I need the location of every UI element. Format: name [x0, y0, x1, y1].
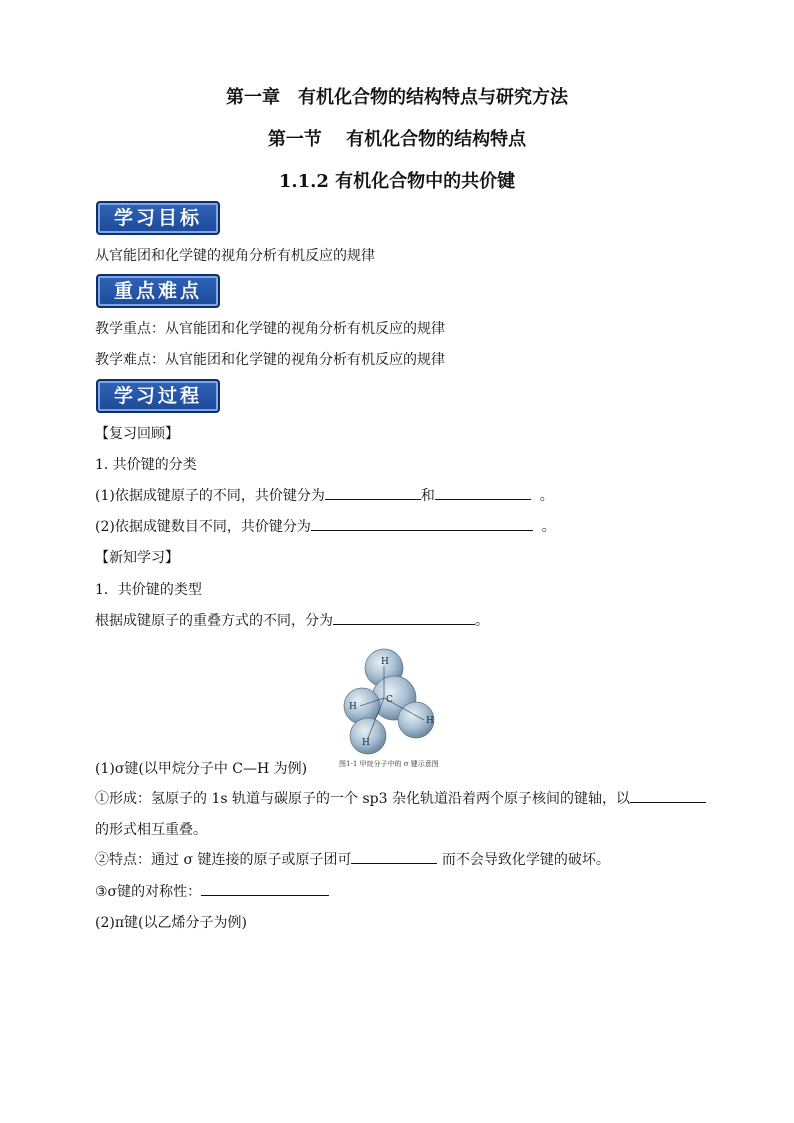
formation-continued: 的形式相互重叠。 — [95, 822, 207, 838]
question-2-end: 。 — [541, 519, 556, 535]
question-1-end: 。 — [539, 488, 554, 504]
answer-blank[interactable] — [333, 610, 475, 625]
key-points-banner: 重点难点 — [96, 274, 220, 308]
symmetry-prefix: ③σ键的对称性： — [95, 884, 202, 900]
new-heading: 【新知学习】 — [95, 550, 179, 566]
question-1-mid: 和 — [420, 488, 435, 504]
chapter-title: 第一章 有机化合物的结构特点与研究方法 — [226, 87, 568, 108]
formation-line — [95, 788, 706, 808]
feature-line — [95, 849, 610, 869]
hydrogen-orbital — [350, 718, 386, 754]
feature-end: 而不会导致化学键的破坏。 — [437, 852, 610, 868]
question-2-prefix: (2)依据成键数目不同，共价键分为 — [95, 519, 311, 535]
objectives-banner: 学习目标 — [96, 201, 220, 235]
review-item-1: 1. 共价键的分类 — [95, 457, 197, 473]
objective-text: 从官能团和化学键的视角分析有机反应的规律 — [95, 248, 375, 264]
answer-blank[interactable] — [351, 849, 437, 864]
answer-blank[interactable] — [325, 485, 421, 500]
difficulty-text: 教学难点：从官能团和化学键的视角分析有机反应的规律 — [95, 352, 445, 368]
sigma-heading: (1)σ键(以甲烷分子中 C—H 为例) — [95, 761, 308, 777]
symmetry-line — [95, 881, 329, 901]
question-2 — [95, 516, 556, 536]
overlap-question — [95, 610, 489, 630]
atom-label: C — [386, 695, 393, 705]
section-title: 第一节 有机化合物的结构特点 — [267, 129, 527, 150]
answer-blank[interactable] — [435, 485, 531, 500]
overlap-prefix: 根据成键原子的重叠方式的不同，分为 — [95, 613, 333, 629]
question-1-prefix: (1)依据成键原子的不同，共价键分为 — [95, 488, 325, 504]
atom-label: H — [381, 657, 389, 667]
new-item-1: 1．共价键的类型 — [95, 582, 202, 598]
pi-heading: (2)π键(以乙烯分子为例) — [95, 915, 247, 931]
key-point-text: 教学重点：从官能团和化学键的视角分析有机反应的规律 — [95, 321, 445, 337]
lesson-title: 1.1.2 有机化合物中的共价键 — [278, 171, 516, 192]
question-1 — [95, 485, 554, 505]
process-banner: 学习过程 — [96, 379, 220, 413]
answer-blank[interactable] — [630, 788, 706, 803]
atom-label: H — [426, 716, 434, 726]
methane-sigma-bond-figure — [338, 640, 456, 768]
atom-label: H — [362, 738, 370, 748]
figure-caption: 图1-1 甲烷分子中的 σ 键示意图 — [339, 760, 439, 768]
atom-label: H — [349, 702, 357, 712]
formation-prefix: ①形成：氢原子的 1s 轨道与碳原子的一个 sp3 杂化轨道沿着两个原子核间的键轴，以 — [95, 791, 630, 807]
review-heading: 【复习回顾】 — [95, 426, 179, 442]
overlap-end: 。 — [475, 613, 489, 629]
answer-blank[interactable] — [201, 881, 329, 896]
answer-blank[interactable] — [311, 516, 533, 531]
feature-prefix: ②特点：通过 σ 键连接的原子或原子团可 — [95, 852, 352, 868]
